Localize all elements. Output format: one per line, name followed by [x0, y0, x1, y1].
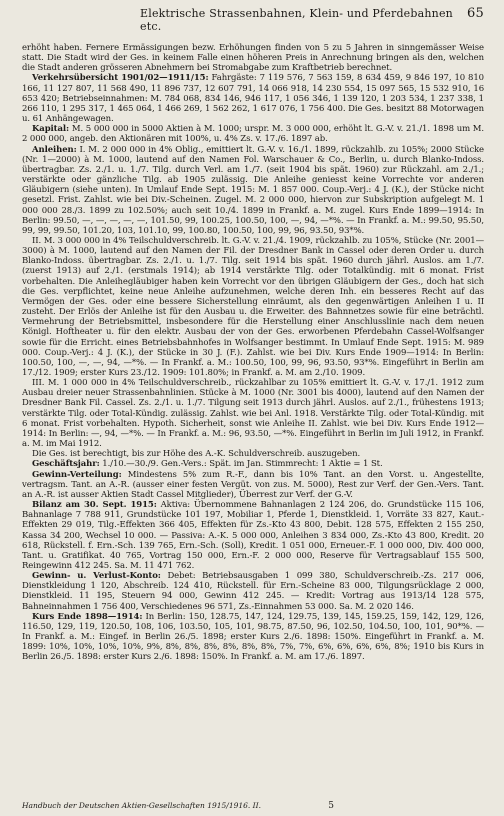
paragraph-text: M. 5 000 000 in 5000 Aktien à M. 1000; urspr. M. 3 000 000, erhöht lt. G.-V. v. 21./1. 1898 um M. 2 000 000, angeb. den Aktionären mit 100%, u. 4% Zs. v. 17./6. 1897 ab.	[22, 124, 484, 145]
paragraph-text: In Berlin: 150, 128.75, 147, 124, 129.75, 139, 145, 159.25, 159, 142, 129, 126, 116.50, 129, 119, 120.50, 108, 106, 103.50, 105, 101, 98.75, 87.50, 96, 102.50, 104.50, 100, 101, 90*%. — In Frankf. a. M.: Eingef. in Berlin 26./5. 1898; erster Kurs 2./6. 1898: 150%. Eingeführt in Frankf. a. M. 1899: 10%, 10%, 10%, 10%, 9%, 8%, 8%, 8%, 8%, 8%, 8%, 7%, 7%, 6%, 6%, 6%, 6%, 8%; 1910 bis Kurs in Berlin 26./5. 1898: erster Kurs 2./6. 1898: 150%. In Frankf. a. M. am 17./6. 1897.	[22, 611, 484, 663]
paragraph-lead: Gewinn-Verteilung:	[32, 469, 122, 480]
paragraph	[22, 378, 484, 449]
paragraph	[22, 145, 484, 236]
paragraph	[22, 124, 484, 144]
paragraph	[22, 459, 484, 469]
paragraph-text: I. M. 2 000 000 in 4% Oblig., emittiert lt. G.-V. v. 16./1. 1899, rückzahlb. zu 105%; 2000 Stücke (Nr. 1—2000) à M. 1000, lautend auf den Namen Fol. Warschauer & Co., Berlin, u. durch Blanko-Indoss. übertragbar. Zs. 2./1. u. 1./7. Tilg. durch Verl. am 1./7. (seit 1904 bis spät. 1960) zur Rückzahl. am 2./1.; verstärkte oder gänzliche Tilg. ab 1905 zulässig. Die Anleihe geniesst keine Vorrechte vor anderen Gläubigern (siehe unten). In Umlauf Ende Sept. 1915: M. 1 857 000. Coup.-Verj.: 4 J. (K.), der Stücke nicht gesetzl. Frist. Zahlst. wie bei Div.-Scheinen. Zugel. M. 2 000 000, hiervon zur Subskription aufgelegt M. 1 000 000 28./3. 1899 zu 102.50%; auch seit 10./4. 1899 in Frankf. a. M. zugel. Kurs Ende 1899—1914: In Berlin: 99.50, —, —, —, —, —, 101.50, 99, 100.25, 100.50, 100, —, 94, —*%. — In Frankf. a. M.: 99.50, 95.50, 99, 99, 99.50, 101.20, 103, 101.10, 99, 100.80, 100.50, 100, 99, 96, 93.50, 93*%.	[22, 144, 484, 236]
paragraph-text: Mindestens 5% zum R.-F., dann bis 10% Tant. an den Vorst. u. Angestellte, vertragsm. Tant. an A.-R. (ausser einer festen Vergüt. von zus. M. 5000), Rest zur Verf. der Gen.-Vers. Tant. an A.-R. ist ausser Aktien Stadt Cassel Mitglieder), Überrest zur Verf. der G.-V.	[22, 469, 484, 500]
paragraph	[22, 500, 484, 571]
paragraph-text: Fahrgäste: 7 119 576, 7 563 159, 8 634 459, 9 846 197, 10 810 166, 11 127 807, 11 568 490, 11 896 737, 12 607 791, 14 066 918, 14 230 554, 15 097 565, 15 532 910, 16 653 420; Betriebseinnahmen: M. 784 068, 834 146, 946 117, 1 056 346, 1 139 120, 1 203 534, 1 237 338, 1 266 110, 1 295 317, 1 465 064, 1 466 269, 1 562 262, 1 617 076, 1 756 400. Die Ges. besitzt 88 Motorwagen u. 61 Anhängewagen.	[22, 73, 484, 125]
paragraph	[22, 73, 484, 124]
page-footer	[22, 801, 484, 811]
paragraph	[22, 236, 484, 378]
footer-book-title: Handbuch der Deutschen Aktien-Gesellschaften 1915/1916. II.	[22, 801, 261, 810]
paragraph-text: 1./10.—30./9. Gen.-Vers.: Spät. im Jan. Stimmrecht: 1 Aktie = 1 St.	[99, 459, 383, 470]
paragraph-lead: Bilanz am 30. Sept. 1915:	[32, 500, 157, 511]
paragraph-text: Aktiva: Übernommene Bahnanlagen 2 124 206, do. Grundstücke 115 106, Bahnanlage 7 788 911, Grundstücke 101 197, Mobiliar 1, Pferde 1, Dienstkleid. 1, Vorräte 33 827, Kaut.-Effekten 29 019, Tilg.-Effekten 366 405, Effekten für Zs.-Kto 43 800, Debit. 128 575, Effekten 2 155 250, Kassa 34 200, Wechsel 10 000. — Passiva: A.-K. 5 000 000, Anleihen 3 834 000, Zs.-Kto 43 800, Kredit. 20 618, Rückstell. f. Ern.-Sch. 139 765, Ern.-Sch. (Soll), Kredit. 1 051 000, Erneuer.-F. 1 000 000, Div. 400 000, Tant. u. Gratifikat. 40 765, Vortrag 150 000, Ern.-F. 2 000 000, Reserve für Vertragsablauf 155 500, Reingewinn 412 245. Sa. M. 11 471 762.	[22, 500, 484, 571]
paragraph-lead: Gewinn- u. Verlust-Konto:	[32, 571, 161, 582]
paragraph	[22, 470, 484, 500]
paragraph	[22, 571, 484, 612]
paragraph-lead: Geschäftsjahr:	[32, 459, 100, 470]
paragraph-text: II. M. 3 000 000 in 4% Teilschuldverschreib. lt. G.-V. v. 21./4. 1909, rückzahlb. zu 105%, Stücke (Nr. 2001—3000) à M. 1000, lautend auf den Namen der Fil. der Dresdner Bank in Cassel oder deren Order u. durch Blanko-Indoss. übertragbar. Zs. 2./1. u. 1./7. Tilg. seit 1914 bis spät. 1960 durch jährl. Auslos. am 1./7. (zuerst 1913) auf 2./1. (erstmals 1914); ab 1914 verstärkte Tilg. oder Totalkündig. mit 6 monat. Frist vorbehalten. Die Anleihegläubiger haben kein Vorrecht vor den übrigen Gläubigern der Ges., doch hat sich die Ges. verpflichtet, keine neue Anleihe aufzunehmen, welche deren Inh. ein besseres Recht auf das Vermögen der Ges. oder eine bessere Sicherstellung einräumt, als den gegenwärtigen Anleihen I u. II zusteht. Der Erlös der Anleihe ist für den Ausbau u. die Erweiter. des Bahnnetzes sowie für eine beträchtl. Vermehrung der Betriebsmittel, insbesondere für die Herstellung einer Anschlusslinie nach dem neuen Königl. Hoftheater u. für den elektr. Ausbau der von der Ges. erworbenen Pferdebahn Cassel-Wolfsanger sowie für die Erricht. eines Betriebsbahnhofes in Wolfsanger bestimmt. In Umlauf Ende Sept. 1915: M. 989 000. Coup.-Verj.: 4 J. (K.), der Stücke in 30 J. (F.). Zahlst. wie bei Div. Kurs Ende 1909—1914: In Berlin: 100.50, 100, —, —, 94, —*%. — In Frankf. a. M.: 100.50, 100, 99, 96, 93.50, 93*%. Eingeführt in Berlin am 17./12. 1909; erster Kurs 23./12. 1909: 101.80%; in Frankf. a. M. am 2./10. 1909.	[22, 235, 484, 378]
paragraph-lead: Kapital:	[32, 124, 70, 135]
header-title: Elektrische Strassenbahnen, Klein- und Pferdebahnen etc.	[140, 7, 453, 33]
paragraph-text: Die Ges. ist berechtigt, bis zur Höhe des A.-K. Schuldverschreib. auszugeben.	[32, 449, 361, 460]
paragraph-text: erhöht haben. Fernere Ermässigungen bezw. Erhöhungen finden von 5 zu 5 Jahren in sinngemässer Weise statt. Die Stadt wird der Ges. in keinem Falle einen höheren Preis in Anrechnung bringen als den, welchen die Stadt anderen grösseren Abnehmern bei Stromabgabe zum Kraftbetrieb berechnet.	[22, 43, 484, 74]
paragraph-text: Debet: Betriebsausgaben 1 099 380, Schuldverschreib.-Zs. 217 006, Dienstkleidung 1 120, Abschreib. 124 410, Rückstell. für Ern.-Scheine 83 000, Tilgungsrücklage 2 000, Dienstkleid. 11 195, Steuern 94 000, Gewinn 412 245. — Kredit: Vortrag aus 1913/14 128 575, Bahneinnahmen 1 756 400, Verschiedenes 96 571, Zs.-Einnahmen 53 000. Sa. M. 2 020 146.	[22, 571, 484, 612]
running-header	[22, 6, 484, 33]
paragraph-lead: Verkehrsübersicht 1901/02—1911/15:	[32, 73, 209, 84]
page-number: 65	[467, 6, 484, 21]
paragraph-lead: Kurs Ende 1898—1914:	[32, 611, 143, 622]
paragraph-text: III. M. 1 000 000 in 4% Teilschuldverschreib., rückzahlbar zu 105% emittiert lt. G.-V. v. 17./1. 1912 zum Ausbau dreier neuer Strassenbahnlinien. Stücke à M. 1000 (Nr. 3001 bis 4000), lautend auf den Namen der Dresdner Bank Fil. Cassel. Zs. 2./1. u. 1./7. Tilgung seit 1913 durch jährl. Auslos. auf 2./1., frühestens 1913; verstärkte Tilg. oder Total-Kündig. zulässig. Zahlst. wie bei Anl. 1918. Verstärkte Tilg. oder Total-Kündig. mit 6 monat. Frist vorbehalten. Hypoth. Sicherheit, sonst wie Anleihe II. Zahlst. wie bei Div. Kurs Ende 1912—1914: In Berlin: —, 94, —*%. — In Frankf. a. M.: 96, 93.50, —*%. Eingeführt in Berlin im Juli 1912, in Frankf. a. M. im Mai 1912.	[22, 378, 484, 450]
paragraph-lead: Anleihen:	[32, 144, 77, 155]
paragraph	[22, 43, 484, 73]
body-text	[22, 43, 484, 663]
footer-signature-number: 5	[328, 801, 334, 811]
paragraph	[22, 449, 484, 459]
paragraph	[22, 612, 484, 663]
